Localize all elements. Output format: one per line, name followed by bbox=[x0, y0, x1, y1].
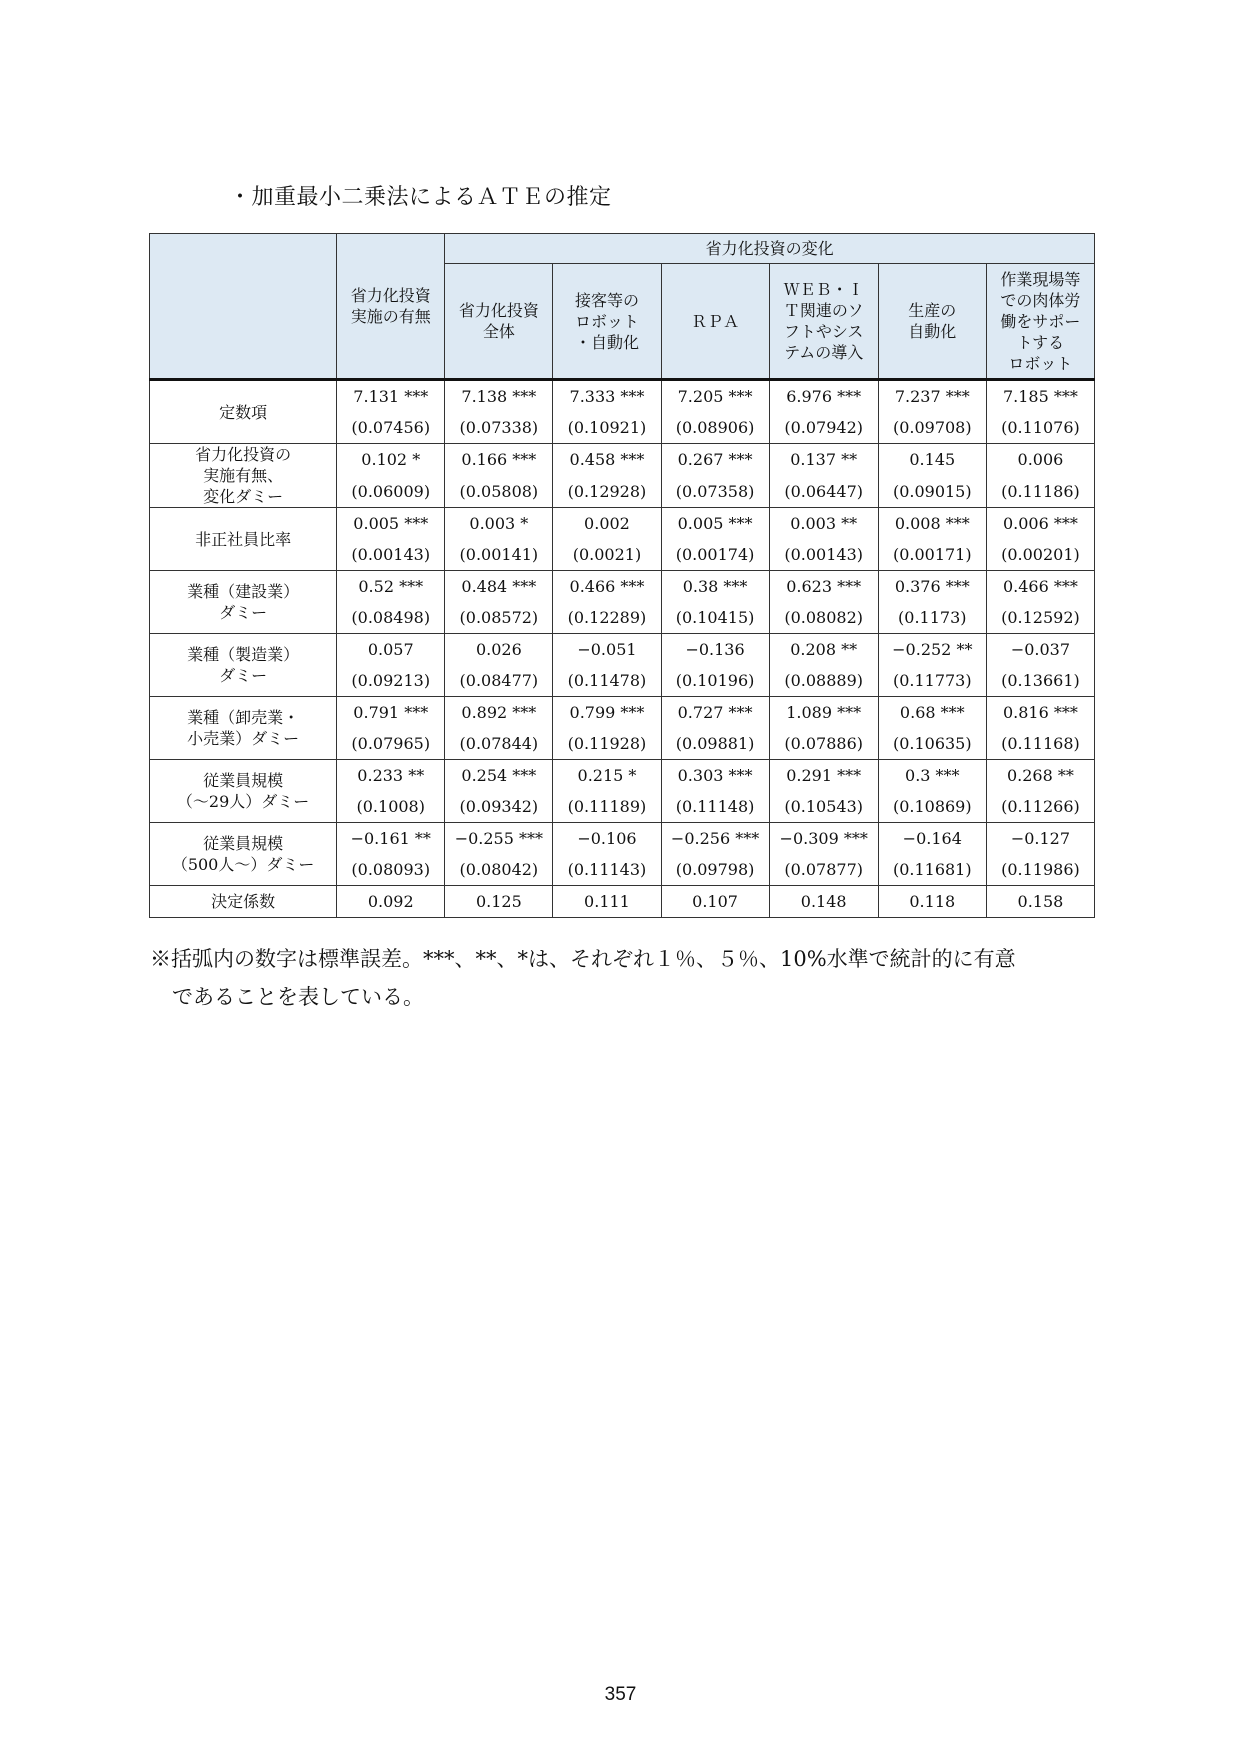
standard-error-cell: (0.08498) bbox=[337, 602, 445, 634]
row-label-line: 業種（建設業） bbox=[187, 582, 300, 601]
coefficient-cell: 0.303 *** bbox=[661, 760, 769, 792]
r-squared-cell: 0.118 bbox=[878, 886, 986, 918]
coefficient-cell: 0.003 ** bbox=[769, 508, 878, 540]
row-label-line: 小売業）ダミー bbox=[187, 729, 300, 748]
row-label-line: 非正社員比率 bbox=[195, 529, 292, 549]
standard-error-cell: (0.07965) bbox=[337, 728, 445, 760]
group-header: 省力化投資の変化 bbox=[445, 234, 1095, 264]
header-line: トする bbox=[1016, 332, 1065, 352]
row-label-line: 従業員規模 bbox=[203, 771, 284, 790]
coefficient-cell: 6.976 *** bbox=[769, 380, 878, 413]
row-label bbox=[150, 823, 337, 886]
coefficient-cell: 0.026 bbox=[445, 634, 553, 666]
row-label bbox=[150, 760, 337, 823]
standard-error-cell: (0.11681) bbox=[878, 854, 986, 886]
standard-error-cell: (0.07338) bbox=[445, 412, 553, 444]
coefficient-cell: −0.255 *** bbox=[445, 823, 553, 855]
coefficient-cell: 0.466 *** bbox=[986, 571, 1094, 603]
page-number: 357 bbox=[604, 1684, 637, 1705]
ate-estimation-table bbox=[149, 233, 1095, 918]
row-label-line: 変化ダミー bbox=[203, 487, 284, 506]
standard-error-cell: (0.09213) bbox=[337, 665, 445, 697]
standard-error-cell: (0.08572) bbox=[445, 602, 553, 634]
coefficient-cell: −0.037 bbox=[986, 634, 1094, 666]
standard-error-cell: (0.11478) bbox=[553, 665, 661, 697]
standard-error-cell: (0.11986) bbox=[986, 854, 1094, 886]
coefficient-cell: −0.127 bbox=[986, 823, 1094, 855]
coefficient-cell: −0.252 ** bbox=[878, 634, 986, 666]
row-label-line: 従業員規模 bbox=[203, 834, 284, 853]
coefficient-cell: 0.215 * bbox=[553, 760, 661, 792]
table-body bbox=[150, 380, 1095, 918]
standard-error-cell: (0.12928) bbox=[553, 476, 661, 508]
coefficient-cell: 0.791 *** bbox=[337, 697, 445, 729]
coefficient-cell: 0.291 *** bbox=[769, 760, 878, 792]
coefficient-cell: 0.005 *** bbox=[661, 508, 769, 540]
standard-error-cell: (0.07358) bbox=[661, 476, 769, 508]
coefficient-cell: −0.136 bbox=[661, 634, 769, 666]
standard-error-cell: (0.08093) bbox=[337, 854, 445, 886]
coefficient-cell: 0.208 ** bbox=[769, 634, 878, 666]
standard-error-cell: (0.08889) bbox=[769, 665, 878, 697]
column-header-1 bbox=[445, 264, 553, 380]
coefficient-cell: −0.256 *** bbox=[661, 823, 769, 855]
header-line: ・自動化 bbox=[574, 332, 639, 352]
standard-error-cell: (0.09015) bbox=[878, 476, 986, 508]
standard-error-cell: (0.09708) bbox=[878, 412, 986, 444]
standard-error-cell: (0.06447) bbox=[769, 476, 878, 508]
coefficient-cell: 0.006 bbox=[986, 444, 1094, 476]
standard-error-cell: (0.09798) bbox=[661, 854, 769, 886]
standard-error-cell: (0.08042) bbox=[445, 854, 553, 886]
table-row-coefficient bbox=[150, 444, 1095, 476]
coefficient-cell: 7.138 *** bbox=[445, 380, 553, 413]
coefficient-cell: 0.68 *** bbox=[878, 697, 986, 729]
standard-error-cell: (0.11189) bbox=[553, 791, 661, 823]
footnote-line-2: であることを表している。 bbox=[172, 985, 424, 1009]
coefficient-cell: 0.006 *** bbox=[986, 508, 1094, 540]
coefficient-cell: −0.164 bbox=[878, 823, 986, 855]
coefficient-cell: 0.102 * bbox=[337, 444, 445, 476]
standard-error-cell: (0.07886) bbox=[769, 728, 878, 760]
header-line: 省力化投資 bbox=[350, 286, 431, 305]
coefficient-cell: 0.166 *** bbox=[445, 444, 553, 476]
standard-error-cell: (0.05808) bbox=[445, 476, 553, 508]
column-header-6 bbox=[986, 264, 1094, 380]
row-label-line: ダミー bbox=[219, 603, 268, 622]
header-line: テムの導入 bbox=[784, 343, 864, 362]
standard-error-cell: (0.11186) bbox=[986, 476, 1094, 508]
standard-error-cell: (0.12289) bbox=[553, 602, 661, 634]
header-line: 生産の bbox=[908, 301, 957, 320]
coefficient-cell: 0.057 bbox=[337, 634, 445, 666]
row-label-line: （〜29人）ダミー bbox=[176, 792, 310, 811]
row-label bbox=[150, 380, 337, 444]
coefficient-cell: 0.005 *** bbox=[337, 508, 445, 540]
row-label: 決定係数 bbox=[150, 886, 337, 918]
table-corner-cell bbox=[150, 234, 337, 380]
standard-error-cell: (0.09881) bbox=[661, 728, 769, 760]
coefficient-cell: 0.52 *** bbox=[337, 571, 445, 603]
header-line: 省力化投資 bbox=[458, 301, 539, 320]
coefficient-cell: 0.376 *** bbox=[878, 571, 986, 603]
coefficient-cell: 0.254 *** bbox=[445, 760, 553, 792]
standard-error-cell: (0.10415) bbox=[661, 602, 769, 634]
coefficient-cell: 0.3 *** bbox=[878, 760, 986, 792]
standard-error-cell: (0.12592) bbox=[986, 602, 1094, 634]
table-row-coefficient bbox=[150, 571, 1095, 603]
header-line: Ｔ関連のソ bbox=[783, 301, 864, 320]
standard-error-cell: (0.13661) bbox=[986, 665, 1094, 697]
standard-error-cell: (0.08082) bbox=[769, 602, 878, 634]
table-row-coefficient bbox=[150, 760, 1095, 792]
standard-error-cell: (0.08477) bbox=[445, 665, 553, 697]
table-row-r-squared bbox=[150, 886, 1095, 918]
header-line: での肉体労 bbox=[1000, 290, 1081, 310]
table-row-coefficient bbox=[150, 380, 1095, 413]
standard-error-cell: (0.07844) bbox=[445, 728, 553, 760]
row-label-line: 業種（卸売業・ bbox=[187, 708, 300, 727]
standard-error-cell: (0.0021) bbox=[553, 539, 661, 571]
coefficient-cell: 0.466 *** bbox=[553, 571, 661, 603]
standard-error-cell: (0.00201) bbox=[986, 539, 1094, 571]
header-line: ＷＥＢ・Ｉ bbox=[783, 280, 864, 299]
row-label bbox=[150, 444, 337, 508]
standard-error-cell: (0.00143) bbox=[337, 539, 445, 571]
column-header-2 bbox=[553, 264, 661, 380]
footnote-line-1: ※括弧内の数字は標準誤差。***、**、*は、それぞれ１％、５％、10%水準で統計的に有意 bbox=[150, 947, 1016, 971]
header-line: 接客等の bbox=[574, 290, 639, 310]
coefficient-cell: 0.002 bbox=[553, 508, 661, 540]
standard-error-cell: (0.07877) bbox=[769, 854, 878, 886]
standard-error-cell: (0.11266) bbox=[986, 791, 1094, 823]
header-line: 自動化 bbox=[908, 322, 957, 341]
table-row-coefficient bbox=[150, 823, 1095, 855]
standard-error-cell: (0.06009) bbox=[337, 476, 445, 508]
coefficient-cell: 7.185 *** bbox=[986, 380, 1094, 413]
standard-error-cell: (0.08906) bbox=[661, 412, 769, 444]
r-squared-cell: 0.125 bbox=[445, 886, 553, 918]
r-squared-cell: 0.148 bbox=[769, 886, 878, 918]
coefficient-cell: 0.623 *** bbox=[769, 571, 878, 603]
standard-error-cell: (0.07456) bbox=[337, 412, 445, 444]
header-line: ＲＰＡ bbox=[691, 311, 740, 331]
coefficient-cell: −0.106 bbox=[553, 823, 661, 855]
coefficient-cell: 0.892 *** bbox=[445, 697, 553, 729]
coefficient-cell: 0.145 bbox=[878, 444, 986, 476]
standard-error-cell: (0.11168) bbox=[986, 728, 1094, 760]
table-row-coefficient bbox=[150, 508, 1095, 540]
row-label-line: （500人〜）ダミー bbox=[171, 855, 315, 874]
coefficient-cell: −0.161 ** bbox=[337, 823, 445, 855]
standard-error-cell: (0.10635) bbox=[878, 728, 986, 760]
r-squared-cell: 0.158 bbox=[986, 886, 1094, 918]
header-line: 実施の有無 bbox=[350, 307, 431, 326]
column-header-4 bbox=[769, 264, 878, 380]
standard-error-cell: (0.11928) bbox=[553, 728, 661, 760]
coefficient-cell: 0.38 *** bbox=[661, 571, 769, 603]
column-header-text bbox=[351, 285, 431, 327]
coefficient-cell: −0.051 bbox=[553, 634, 661, 666]
standard-error-cell: (0.00171) bbox=[878, 539, 986, 571]
standard-error-cell: (0.1008) bbox=[337, 791, 445, 823]
coefficient-cell: 0.458 *** bbox=[553, 444, 661, 476]
row-label-line: 実施有無、 bbox=[203, 466, 284, 485]
standard-error-cell: (0.11143) bbox=[553, 854, 661, 886]
r-squared-cell: 0.111 bbox=[553, 886, 661, 918]
section-title: ・加重最小二乗法によるＡＴＥの推定 bbox=[229, 185, 612, 210]
standard-error-cell: (0.07942) bbox=[769, 412, 878, 444]
column-header-3 bbox=[661, 264, 769, 380]
header-line: ロボット bbox=[574, 311, 639, 331]
row-label-line: 定数項 bbox=[219, 402, 268, 422]
standard-error-cell: (0.00143) bbox=[769, 539, 878, 571]
row-label bbox=[150, 634, 337, 697]
standard-error-cell: (0.10921) bbox=[553, 412, 661, 444]
row-label bbox=[150, 571, 337, 634]
header-line: 働をサポー bbox=[1000, 311, 1081, 331]
coefficient-cell: 7.131 *** bbox=[337, 380, 445, 413]
footnote bbox=[150, 940, 1110, 1016]
r-squared-cell: 0.092 bbox=[337, 886, 445, 918]
row-label bbox=[150, 697, 337, 760]
coefficient-cell: 0.816 *** bbox=[986, 697, 1094, 729]
coefficient-cell: 7.237 *** bbox=[878, 380, 986, 413]
standard-error-cell: (0.1173) bbox=[878, 602, 986, 634]
standard-error-cell: (0.00141) bbox=[445, 539, 553, 571]
standard-error-cell: (0.10196) bbox=[661, 665, 769, 697]
row-label-line: ダミー bbox=[219, 666, 268, 685]
standard-error-cell: (0.10869) bbox=[878, 791, 986, 823]
coefficient-cell: 0.137 ** bbox=[769, 444, 878, 476]
coefficient-cell: 0.003 * bbox=[445, 508, 553, 540]
row-label-line: 業種（製造業） bbox=[187, 645, 300, 664]
coefficient-cell: 1.089 *** bbox=[769, 697, 878, 729]
header-line: フトやシス bbox=[783, 322, 864, 341]
column-header-0 bbox=[337, 234, 445, 380]
coefficient-cell: 0.268 ** bbox=[986, 760, 1094, 792]
column-header-5 bbox=[878, 264, 986, 380]
coefficient-cell: 0.484 *** bbox=[445, 571, 553, 603]
standard-error-cell: (0.00174) bbox=[661, 539, 769, 571]
standard-error-cell: (0.09342) bbox=[445, 791, 553, 823]
standard-error-cell: (0.11773) bbox=[878, 665, 986, 697]
coefficient-cell: −0.309 *** bbox=[769, 823, 878, 855]
coefficient-cell: 7.333 *** bbox=[553, 380, 661, 413]
header-line: 全体 bbox=[482, 322, 515, 341]
coefficient-cell: 0.799 *** bbox=[553, 697, 661, 729]
standard-error-cell: (0.11148) bbox=[661, 791, 769, 823]
row-label-line: 省力化投資の bbox=[195, 445, 292, 464]
table-row-coefficient bbox=[150, 697, 1095, 729]
coefficient-cell: 7.205 *** bbox=[661, 380, 769, 413]
header-line: ロボット bbox=[1008, 353, 1073, 373]
coefficient-cell: 0.267 *** bbox=[661, 444, 769, 476]
standard-error-cell: (0.10543) bbox=[769, 791, 878, 823]
r-squared-cell: 0.107 bbox=[661, 886, 769, 918]
coefficient-cell: 0.727 *** bbox=[661, 697, 769, 729]
coefficient-cell: 0.008 *** bbox=[878, 508, 986, 540]
header-line: 作業現場等 bbox=[1000, 269, 1081, 289]
row-label bbox=[150, 508, 337, 571]
standard-error-cell: (0.11076) bbox=[986, 412, 1094, 444]
table-row-coefficient bbox=[150, 634, 1095, 666]
coefficient-cell: 0.233 ** bbox=[337, 760, 445, 792]
